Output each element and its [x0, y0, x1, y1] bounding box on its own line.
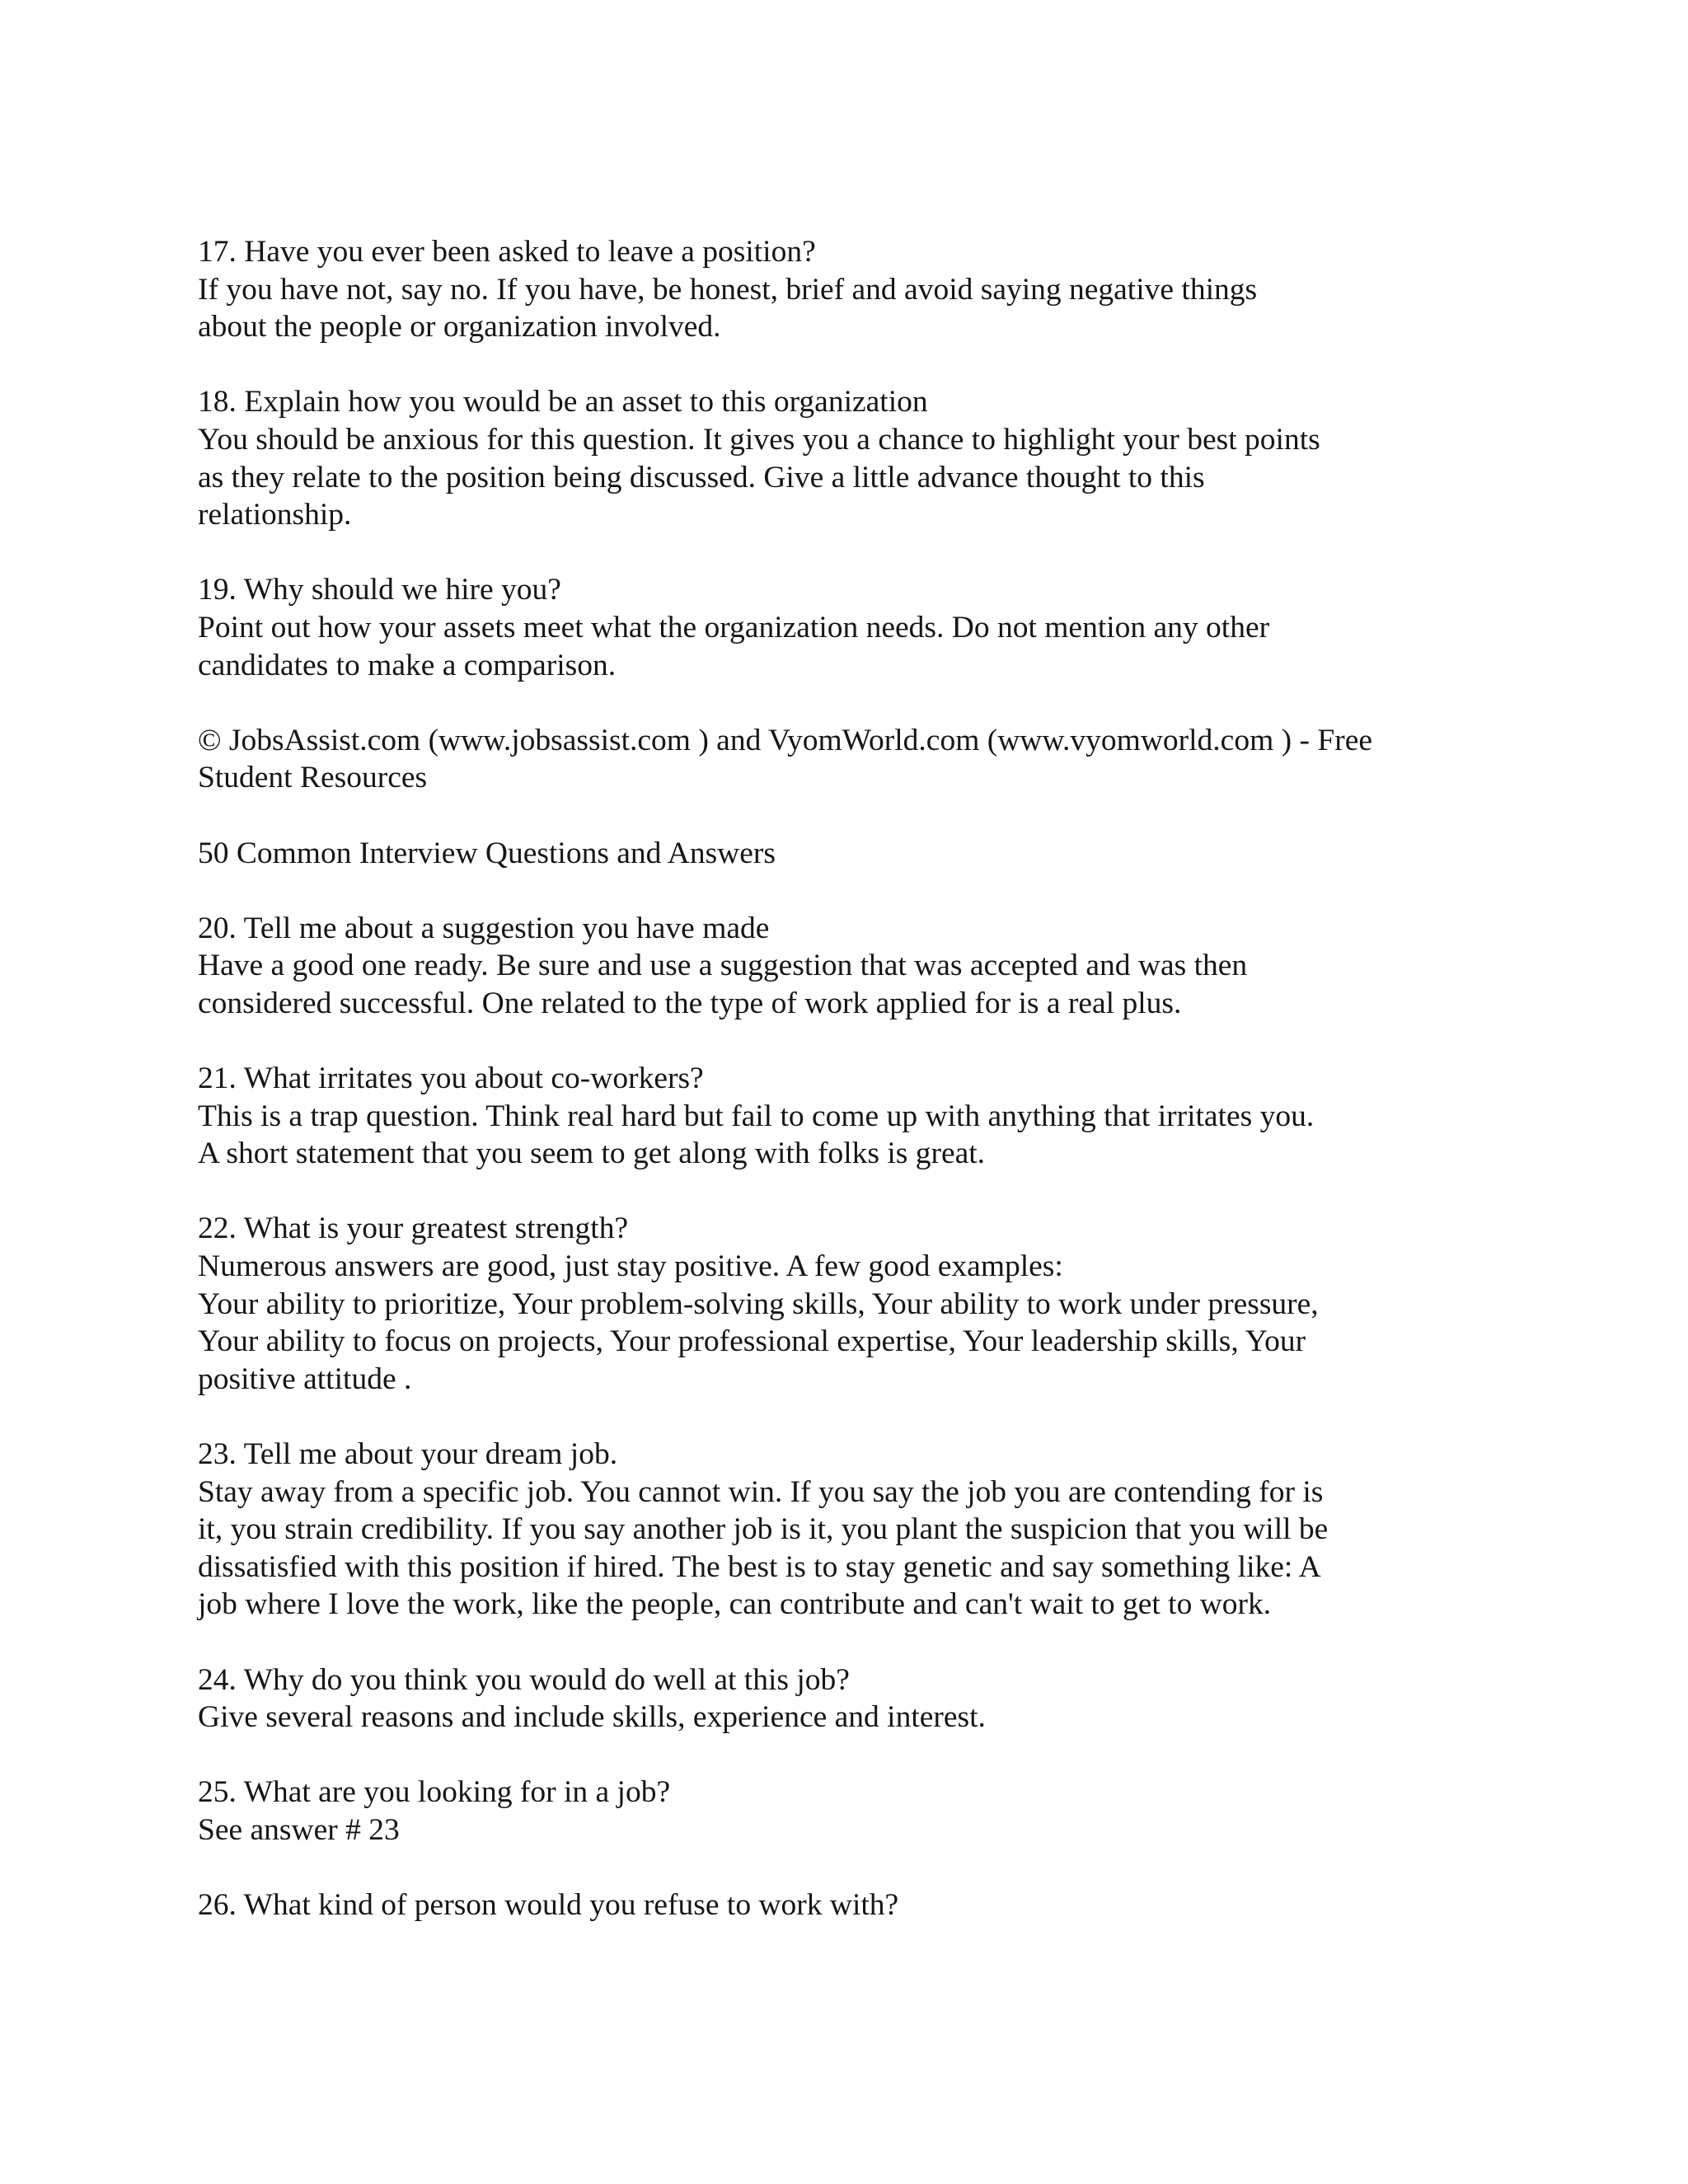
- answer-22-line-3: Your ability to focus on projects, Your professional expertise, Your leadership skills, Your: [198, 1324, 1306, 1359]
- question-20: 20. Tell me about a suggestion you have made: [198, 911, 770, 945]
- answer-21-line-1: This is a trap question. Think real hard but fail to come up with anything that irritates you.: [198, 1099, 1315, 1133]
- question-18: 18. Explain how you would be an asset to this organization: [198, 385, 928, 419]
- answer-22-line-2: Your ability to prioritize, Your problem-solving skills, Your ability to work under pressure,: [198, 1286, 1319, 1321]
- qa-item-24: [198, 1661, 1492, 1736]
- qa-item-22: [198, 1210, 1492, 1398]
- answer-23-line-1: Stay away from a specific job. You cannot win. If you say the job you are contending for is: [198, 1474, 1324, 1509]
- copyright-line-2: Student Resources: [198, 761, 428, 795]
- answer-18-line-1: You should be anxious for this question. It gives you a chance to highlight your best points: [198, 422, 1320, 457]
- answer-19-line-2: candidates to make a comparison.: [198, 648, 617, 682]
- qa-item-21: [198, 1060, 1492, 1173]
- answer-18-line-2: as they relate to the position being discussed. Give a little advance thought to this: [198, 460, 1205, 494]
- answer-20-line-1: Have a good one ready. Be sure and use a suggestion that was accepted and was then: [198, 949, 1248, 983]
- document-body: [198, 233, 1492, 1961]
- qa-item-25: [198, 1774, 1492, 1849]
- answer-17-line-1: If you have not, say no. If you have, be honest, brief and avoid saying negative things: [198, 272, 1258, 307]
- question-19: 19. Why should we hire you?: [198, 573, 561, 607]
- answer-17-line-2: about the people or organization involved.: [198, 310, 721, 344]
- question-22: 22. What is your greatest strength?: [198, 1212, 629, 1246]
- question-21: 21. What irritates you about co-workers?: [198, 1062, 704, 1096]
- answer-23-line-4: job where I love the work, like the people, can contribute and can't wait to get to work.: [198, 1587, 1272, 1622]
- qa-item-20: [198, 910, 1492, 1023]
- qa-item-19: [198, 571, 1492, 684]
- answer-24-line-1: Give several reasons and include skills, experience and interest.: [198, 1700, 986, 1735]
- question-25: 25. What are you looking for in a job?: [198, 1775, 671, 1810]
- copyright-notice: [198, 722, 1492, 797]
- answer-21-line-2: A short statement that you seem to get along with folks is great.: [198, 1137, 986, 1171]
- document-title-block: [198, 835, 1492, 873]
- qa-item-17: [198, 233, 1492, 346]
- question-17: 17. Have you ever been asked to leave a position?: [198, 235, 816, 269]
- question-23: 23. Tell me about your dream job.: [198, 1437, 618, 1471]
- qa-item-18: [198, 383, 1492, 533]
- answer-25-line-1: See answer # 23: [198, 1812, 400, 1847]
- answer-23-line-2: it, you strain credibility. If you say another job is it, you plant the suspicion that you will be: [198, 1512, 1329, 1547]
- answer-23-line-3: dissatisfied with this position if hired. The best is to stay genetic and say something like: A: [198, 1549, 1321, 1584]
- qa-item-26: [198, 1886, 1492, 1924]
- qa-item-23: [198, 1436, 1492, 1624]
- copyright-line-1: © JobsAssist.com (www.jobsassist.com ) and VyomWorld.com (www.vyomworld.com ) - Free: [198, 723, 1372, 757]
- answer-20-line-2: considered successful. One related to the type of work applied for is a real plus.: [198, 986, 1182, 1020]
- question-26: 26. What kind of person would you refuse to work with?: [198, 1888, 899, 1923]
- answer-22-line-1: Numerous answers are good, just stay positive. A few good examples:: [198, 1249, 1063, 1284]
- answer-22-line-4: positive attitude .: [198, 1361, 412, 1396]
- answer-19-line-1: Point out how your assets meet what the organization needs. Do not mention any other: [198, 610, 1270, 644]
- question-24: 24. Why do you think you would do well at this job?: [198, 1662, 850, 1697]
- document-title: 50 Common Interview Questions and Answers: [198, 836, 776, 870]
- answer-18-line-3: relationship.: [198, 498, 352, 532]
